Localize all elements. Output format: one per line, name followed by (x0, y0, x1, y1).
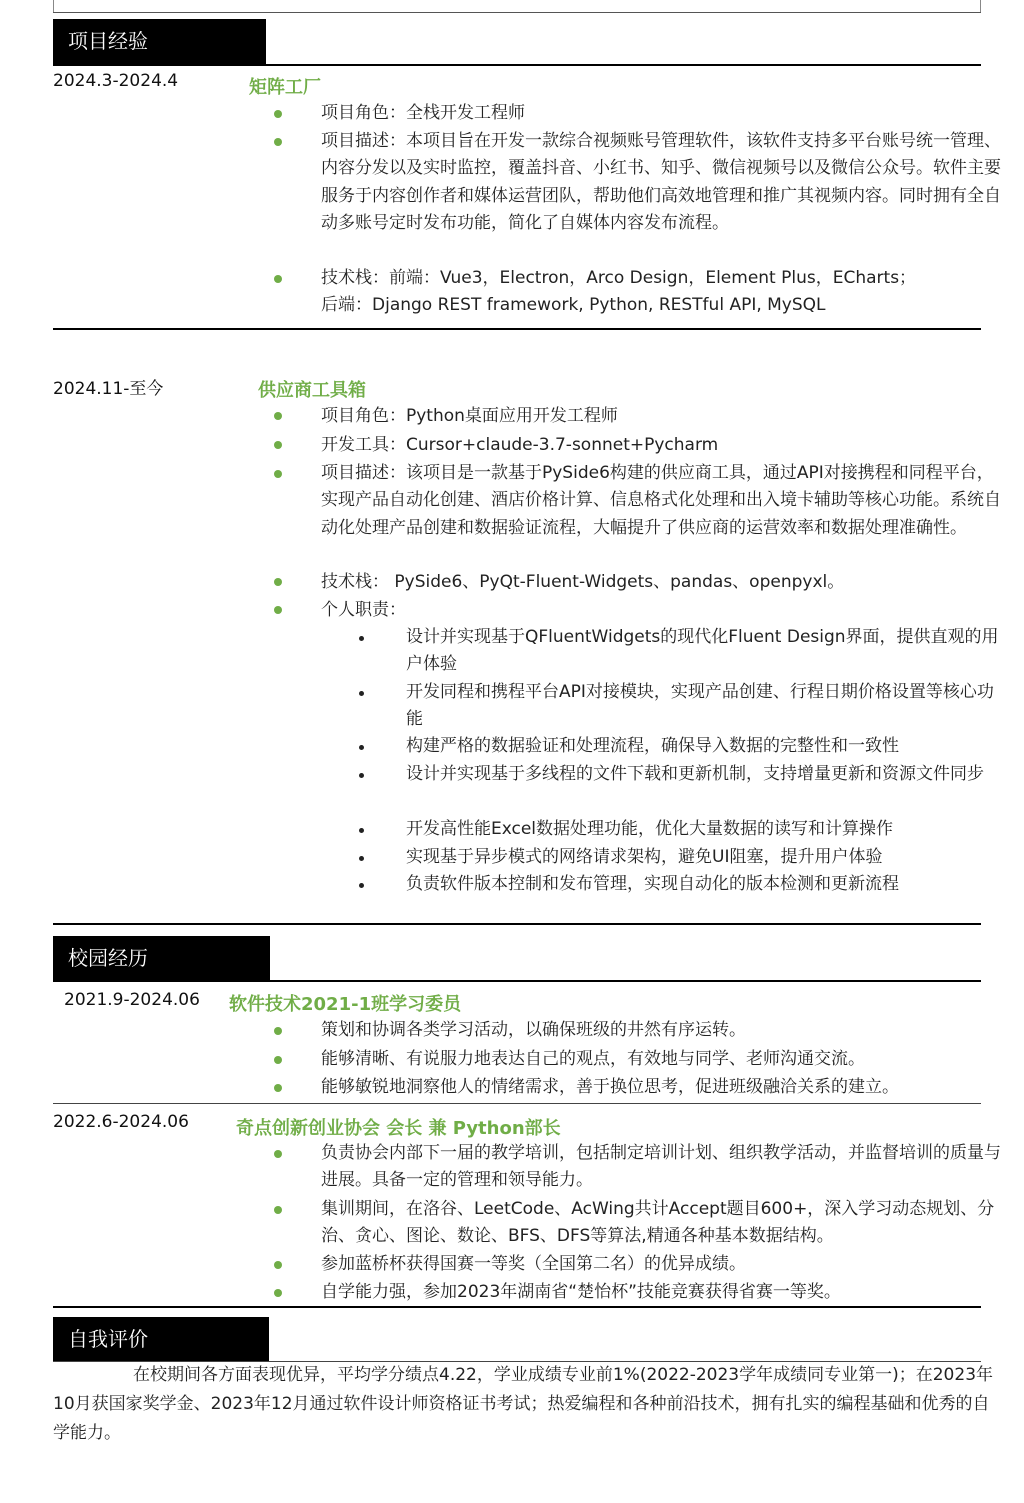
bullet-icon (274, 1289, 282, 1297)
project2-rule (53, 923, 981, 925)
project2-item: 项目描述：该项目是一款基于PySide6构建的供应商工具，通过API对接携程和同程平台，实现产品自动化创建、酒店价格计算、信息格式化处理和出入境卡辅助等核心功能。系统自动化处理产品创建和数据验证流程，大幅提升了供应商的运营效率和数据处理准确性。 (321, 463, 1001, 538)
campus1-item: 策划和协调各类学习活动，以确保班级的井然有序运转。 (321, 1020, 746, 1040)
left-margin-mark (53, 0, 54, 12)
project1-date: 2024.3-2024.4 (53, 71, 179, 91)
bullet-icon (274, 606, 282, 614)
sub-bullet-icon (359, 773, 364, 778)
campus2-item: 参加蓝桥杯获得国赛一等奖（全国第二名）的优异成绩。 (321, 1254, 746, 1274)
bullet-icon (274, 1150, 282, 1158)
sub-bullet-icon (359, 828, 364, 833)
project1-item: 技术栈：前端：Vue3，Electron，Arco Design，Element Plus，ECharts； (321, 268, 917, 288)
sub-bullet-icon (359, 691, 364, 696)
campus2-item: 自学能力强，参加2023年湖南省“楚怡杯”技能竞赛获得省赛一等奖。 (321, 1282, 841, 1302)
section-header-campus: 校园经历 (53, 936, 270, 981)
top-rule (53, 12, 981, 13)
duty-item: 设计并实现基于多线程的文件下载和更新机制，支持增量更新和资源文件同步 (406, 764, 984, 784)
self-evaluation-text: 在校期间各方面表现优异，平均学分绩点4.22，学业成绩专业前1%(2022-2023学年成绩同专业第一)；在2023年10月获国家奖学金、2023年12月通过软件设计师资格证书考试；热爱编程和各种前沿技术，拥有扎实的编程基础和优秀的自学能力。 (53, 1365, 994, 1443)
campus1-rule (53, 1103, 981, 1104)
bullet-icon (274, 470, 282, 478)
project1-rule (53, 328, 981, 330)
bullet-icon (274, 578, 282, 586)
project2-item: 开发工具：Cursor+claude-3.7-sonnet+Pycharm (321, 435, 719, 455)
bullet-icon (274, 275, 282, 283)
bullet-icon (274, 412, 282, 420)
project2-item: 技术栈： PySide6、PyQt-Fluent-Widgets、pandas、openpyxl。 (321, 572, 845, 592)
sub-bullet-icon (359, 856, 364, 861)
project1-item-continued: 后端：Django REST framework, Python, RESTful API, MySQL (321, 295, 826, 315)
bullet-icon (274, 1056, 282, 1064)
campus1-item: 能够敏锐地洞察他人的情绪需求，善于换位思考，促进班级融洽关系的建立。 (321, 1077, 899, 1097)
bullet-icon (274, 1261, 282, 1269)
duty-item: 负责软件版本控制和发布管理，实现自动化的版本检测和更新流程 (406, 874, 899, 894)
bullet-icon (274, 110, 282, 118)
project2-title: 供应商工具箱 (258, 380, 366, 401)
bullet-icon (274, 441, 282, 449)
bullet-icon (274, 1027, 282, 1035)
projects-header-rule (53, 64, 981, 66)
bullet-icon (274, 1084, 282, 1092)
section-header-projects: 项目经验 (53, 19, 266, 64)
duty-item: 设计并实现基于QFluentWidgets的现代化Fluent Design界面，提供直观的用户体验 (406, 627, 999, 675)
bullet-icon (274, 1206, 282, 1214)
project2-item: 项目角色：Python桌面应用开发工程师 (321, 406, 618, 426)
sub-bullet-icon (359, 636, 364, 641)
project1-title: 矩阵工厂 (249, 77, 321, 98)
campus2-item: 集训期间，在洛谷、LeetCode、AcWing共计Accept题目600+，深入学习动态规划、分治、贪心、图论、数论、BFS、DFS等算法,精通各种基本数据结构。 (321, 1199, 995, 1247)
duty-item: 实现基于异步模式的网络请求架构，避免UI阻塞，提升用户体验 (406, 847, 883, 867)
right-margin-mark (980, 0, 981, 12)
duty-item: 开发高性能Excel数据处理功能，优化大量数据的读写和计算操作 (406, 819, 894, 839)
sub-bullet-icon (359, 745, 364, 750)
campus2-date: 2022.6-2024.06 (53, 1112, 189, 1132)
project1-item: 项目角色：全栈开发工程师 (321, 103, 525, 123)
campus1-date: 2021.9-2024.06 (64, 990, 200, 1010)
project1-item: 项目描述：本项目旨在开发一款综合视频账号管理软件，该软件支持多平台账号统一管理、内容分发以及实时监控，覆盖抖音、小红书、知乎、微信视频号以及微信公众号。软件主要服务于内容创作者和媒体运营团队，帮助他们高效地管理和推广其视频内容。同时拥有全自动多账号定时发布功能，简化了自媒体内容发布流程。 (321, 131, 1001, 233)
project2-date: 2024.11-至今 (53, 379, 164, 399)
duty-item: 构建严格的数据验证和处理流程，确保导入数据的完整性和一致性 (406, 736, 899, 756)
duty-item: 开发同程和携程平台API对接模块，实现产品创建、行程日期价格设置等核心功能 (406, 682, 994, 730)
sub-bullet-icon (359, 883, 364, 888)
campus-header-rule (53, 980, 981, 982)
section-header-self: 自我评价 (53, 1317, 269, 1362)
campus2-title: 奇点创新创业协会 会长 兼 Python部长 (236, 1118, 561, 1139)
bullet-icon (274, 138, 282, 146)
project2-item: 个人职责： (321, 600, 406, 620)
campus2-rule (53, 1306, 981, 1308)
campus1-item: 能够清晰、有说服力地表达自己的观点，有效地与同学、老师沟通交流。 (321, 1049, 865, 1069)
campus2-item: 负责协会内部下一届的教学培训，包括制定培训计划、组织教学活动，并监督培训的质量与进展。具备一定的管理和领导能力。 (321, 1143, 1001, 1191)
campus1-title: 软件技术2021-1班学习委员 (229, 994, 462, 1015)
